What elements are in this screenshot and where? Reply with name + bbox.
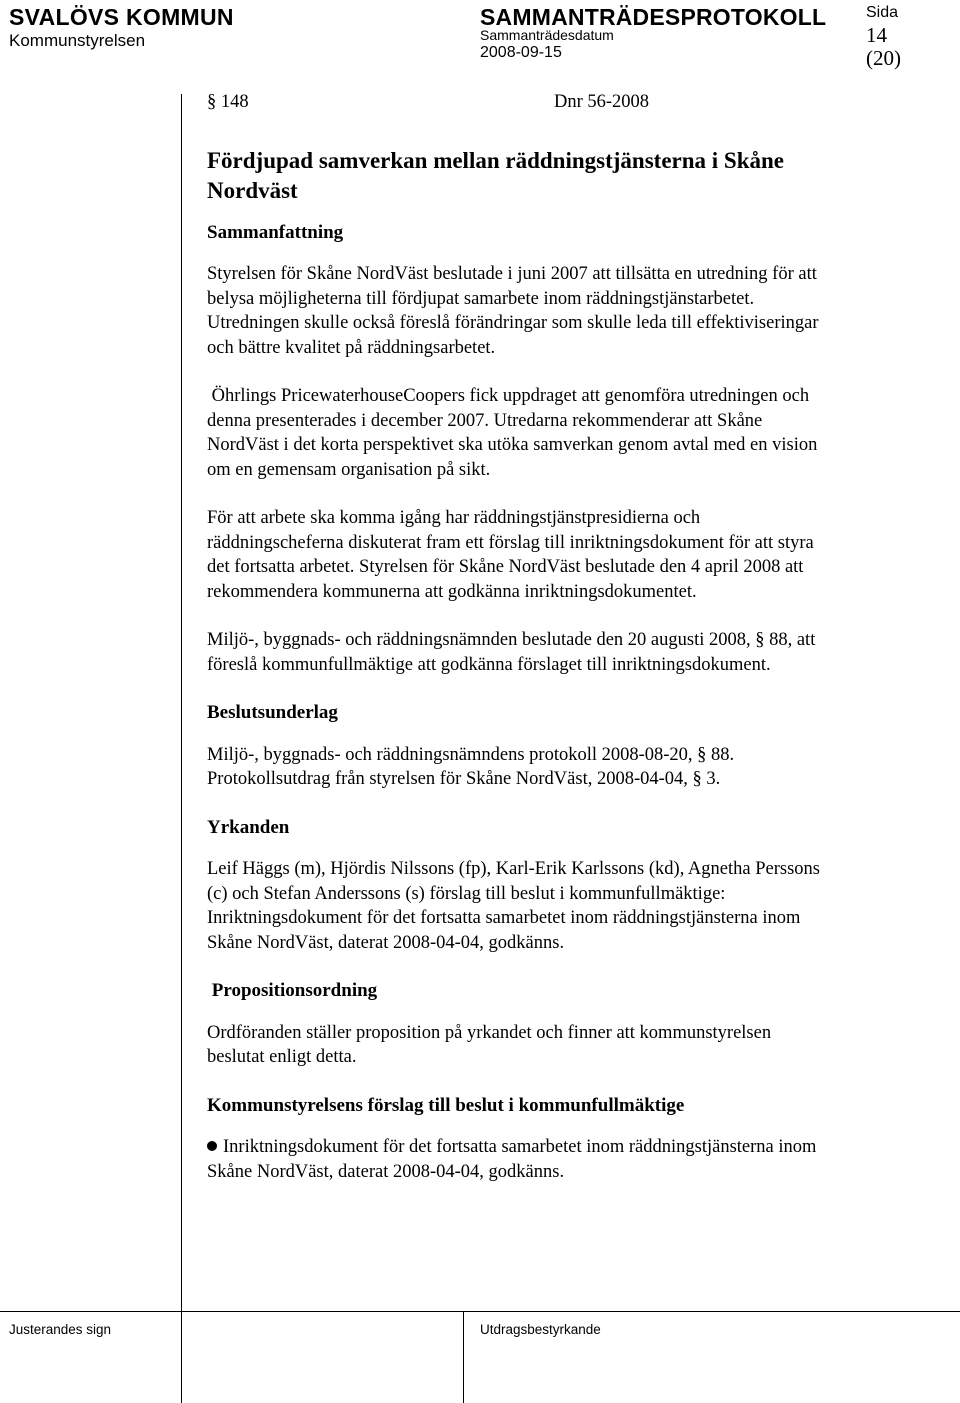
heading-yrkanden: Yrkanden [207, 816, 290, 838]
margin-rule [181, 94, 182, 1324]
section-title [207, 146, 927, 206]
bullet-text: Inriktningsdokument för det fortsatta samarbetet inom räddningstjänsterna inom [223, 1137, 817, 1157]
signature-label: Justerandes sign [9, 1322, 112, 1337]
heading-forslag: Kommunstyrelsens förslag till beslut i kommunfullmäktige [207, 1094, 685, 1116]
text-line [207, 1135, 927, 1160]
footer-divider [181, 1311, 182, 1403]
text-line: Utredningen skulle också föreslå förändringar som skulle leda till effektiviseringar [207, 313, 819, 333]
text-line: Miljö-, byggnads- och räddningsnämndens protokoll 2008-08-20, § 88. [207, 744, 735, 765]
text-line: belysa möjligheterna till fördjupat samarbete inom räddningstjänstarbetet. [207, 288, 755, 309]
extract-certification-label: Utdragsbestyrkande [480, 1322, 601, 1337]
page-total: (20) [866, 46, 901, 70]
meeting-date-label: Sammanträdesdatum [480, 27, 614, 43]
text-line: (c) och Stefan Anderssons (s) förslag till beslut i kommunfullmäktige: [207, 883, 726, 904]
text-line: Ordföranden ställer proposition på yrkandet och finner att kommunstyrelsen [207, 1022, 772, 1043]
paragraph [207, 384, 927, 482]
text-line: räddningscheferna diskuterat fram ett förslag till inriktningsdokument för att styra [207, 532, 814, 553]
paragraph [207, 628, 927, 677]
text-line: Skåne NordVäst, daterat 2008-04-04, godkänns. [207, 1161, 565, 1182]
text-line: Protokollsutdrag från styrelsen för Skåne NordVäst, 2008-04-04, § 3. [207, 769, 721, 789]
organization-name: SVALÖVS KOMMUN [9, 4, 234, 30]
text-line: rekommendera kommunerna att godkänna inriktningsdokumentet. [207, 581, 697, 602]
paragraph [207, 506, 927, 604]
title-line: Fördjupad samverkan mellan räddningstjänsterna i Skåne [207, 147, 784, 173]
paragraph [207, 1021, 927, 1070]
page-number: 14 [866, 23, 887, 47]
text-line: beslutat enligt detta. [207, 1047, 357, 1067]
text-line: Styrelsen för Skåne NordVäst beslutade i juni 2007 att tillsätta en utredning för att [207, 264, 817, 284]
text-line: Inriktningsdokument för det fortsatta samarbetet inom räddningstjänsterna inom [207, 908, 801, 928]
page-label: Sida [866, 4, 899, 21]
paragraph [207, 262, 927, 360]
department-name: Kommunstyrelsen [9, 31, 146, 50]
footer-rule [0, 1311, 960, 1312]
title-line: Nordväst [207, 177, 298, 203]
text-line: och bättre kvalitet på räddningsarbetet. [207, 337, 496, 358]
paragraph [207, 743, 927, 792]
protocol-body [207, 90, 927, 1208]
text-line: det fortsatta arbetet. Styrelsen för Skåne NordVäst beslutade den 4 april 2008 att [207, 557, 804, 577]
text-line: Öhrlings PricewaterhouseCoopers fick uppdraget att genomföra utredningen och [207, 386, 810, 406]
paragraph-number: § 148 [207, 92, 249, 112]
diary-number: Dnr 56-2008 [554, 92, 650, 112]
bullet-item [207, 1135, 927, 1184]
text-line: Miljö-, byggnads- och räddningsnämnden beslutade den 20 augusti 2008, § 88, att [207, 630, 816, 650]
text-line: denna presenterades i december 2007. Utredarna rekommenderar att Skåne [207, 410, 763, 431]
heading-beslutsunderlag: Beslutsunderlag [207, 702, 338, 723]
meeting-date: 2008-09-15 [480, 44, 562, 61]
paragraph [207, 857, 927, 955]
heading-sammanfattning: Sammanfattning [207, 221, 344, 243]
text-line: NordVäst i det korta perspektivet ska utöka samverkan genom avtal med en vision [207, 435, 818, 455]
text-line: Leif Häggs (m), Hjördis Nilssons (fp), Karl-Erik Karlssons (kd), Agnetha Perssons [207, 859, 820, 879]
text-line: om en gemensam organisation på sikt. [207, 459, 491, 480]
section-row [207, 90, 927, 115]
document-type: SAMMANTRÄDESPROTOKOLL [480, 4, 827, 30]
heading-propositionsordning: Propositionsordning [207, 980, 378, 1001]
text-line: För att arbete ska komma igång har räddningstjänstpresidierna och [207, 508, 701, 528]
text-line: Skåne NordVäst, daterat 2008-04-04, godkänns. [207, 932, 565, 953]
text-line: föreslå kommunfullmäktige att godkänna förslaget till inriktningsdokument. [207, 654, 771, 675]
footer-divider [463, 1311, 464, 1403]
bullet-icon [207, 1141, 217, 1151]
